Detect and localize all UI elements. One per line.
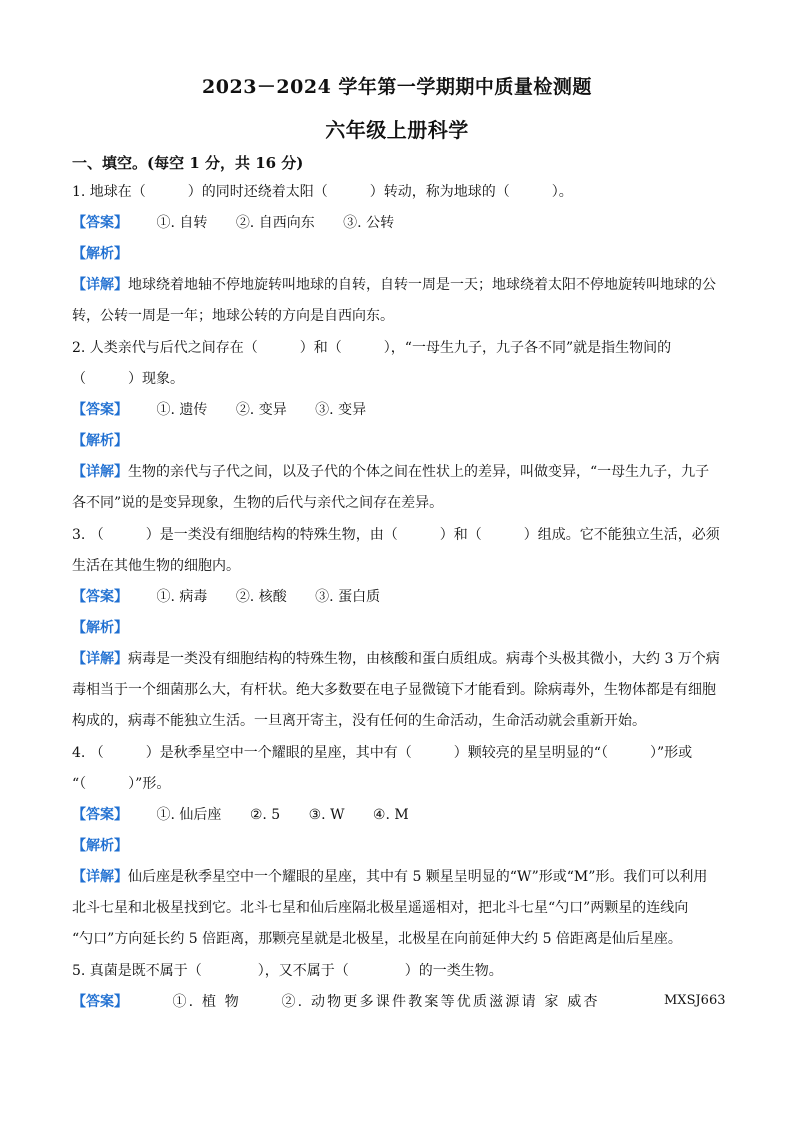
page-title: 2023－2024 学年第一学期期中质量检测题 <box>202 76 592 98</box>
answer-item: ①. 自转 <box>156 215 208 231</box>
answer-item: ①. 遗传 <box>156 402 208 418</box>
answer-item: ②. 自西向东 <box>235 215 315 231</box>
question-4-detail-line: “勺口”方向延长约 5 倍距离，那颗亮星就是北极星，北极星在向前延伸大约 5 倍距离是仙后星座。 <box>72 931 682 947</box>
answer-item: ①. 病毒 <box>156 589 208 605</box>
footer-code: MXSJ663 <box>664 993 726 1008</box>
detail-label: 【详解】 <box>72 464 128 480</box>
question-2-detail-line <box>72 462 709 482</box>
question-1-analysis <box>72 244 128 264</box>
question-3-text: 3. （ ）是一类没有细胞结构的特殊生物，由（ ）和（ ）组成。它不能独立生活，必须 <box>72 527 720 543</box>
question-3-detail-line <box>72 649 720 669</box>
question-1-answer <box>72 213 394 233</box>
question-4-text: 4. （ ）是秋季星空中一个耀眼的星座，其中有（ ）颗较亮的星呈明显的“（ ）”形或 <box>72 745 693 761</box>
detail-text: 地球绕着地轴不停地旋转叫地球的自转，自转一周是一天；地球绕着太阳不停地旋转叫地球的公 <box>128 277 716 293</box>
question-3-answer <box>72 587 380 607</box>
page-subtitle: 六年级上册科学 <box>325 118 469 142</box>
answer-label: 【答案】 <box>72 807 128 823</box>
analysis-label: 【解析】 <box>72 433 128 449</box>
detail-text: 生物的亲代与子代之间，以及子代的个体之间在性状上的差异，叫做变异，“一母生九子，九子 <box>128 464 710 480</box>
answer-item: ②. 5 <box>249 807 281 823</box>
answer-label: 【答案】 <box>72 402 128 418</box>
answer-item: ③. 变异 <box>315 402 367 418</box>
answer-item: ①. 植 物 <box>172 994 242 1010</box>
question-1-detail-line <box>72 275 716 295</box>
answer-label: 【答案】 <box>72 215 128 231</box>
detail-label: 【详解】 <box>72 277 128 293</box>
analysis-label: 【解析】 <box>72 246 128 262</box>
question-5-text: 5. 真菌是既不属于（ ），又不属于（ ）的一类生物。 <box>72 963 503 979</box>
question-2-answer <box>72 400 366 420</box>
question-4-detail-line: 北斗七星和北极星找到它。北斗七星和仙后座隔北极星遥遥相对，把北斗七星“勺口”两颗星的连线向 <box>72 900 689 916</box>
question-4-analysis <box>72 836 128 856</box>
answer-item: ②. 变异 <box>235 402 287 418</box>
answer-item: ④. M <box>372 807 409 823</box>
question-5-answer <box>72 992 600 1012</box>
detail-text: 仙后座是秋季星空中一个耀眼的星座，其中有 5 颗星呈明显的“W”形或“M”形。我们可以利用 <box>128 869 708 885</box>
answer-item: ②. 动物更多课件教案等优质滋源请 家 威杏 <box>281 994 600 1010</box>
analysis-label: 【解析】 <box>72 838 128 854</box>
question-3-detail-line: 毒相当于一个细菌那么大，有杆状。绝大多数要在电子显微镜下才能看到。除病毒外，生物体都是有细胞 <box>72 682 716 698</box>
question-1-text: 1. 地球在（ ）的同时还绕着太阳（ ）转动，称为地球的（ ）。 <box>72 184 573 200</box>
detail-label: 【详解】 <box>72 651 128 667</box>
question-3-analysis <box>72 618 128 638</box>
question-2-analysis <box>72 431 128 451</box>
section-heading: 一、填空。(每空 1 分，共 16 分) <box>72 154 304 172</box>
question-3-detail-line: 构成的，病毒不能独立生活。一旦离开寄主，没有任何的生命活动，生命活动就会重新开始。 <box>72 713 646 729</box>
question-2-text: 2. 人类亲代与后代之间存在（ ）和（ ），“一母生九子，九子各不同”就是指生物间的 <box>72 340 672 356</box>
detail-label: 【详解】 <box>72 869 128 885</box>
answer-item: ②. 核酸 <box>235 589 287 605</box>
question-2-detail-line: 各不同”说的是变异现象，生物的后代与亲代之间存在差异。 <box>72 495 444 511</box>
answer-item: ①. 仙后座 <box>156 807 222 823</box>
answer-label: 【答案】 <box>72 994 128 1010</box>
question-4-answer <box>72 805 409 825</box>
question-4-text: “（ ）”形。 <box>72 776 171 792</box>
analysis-label: 【解析】 <box>72 620 128 636</box>
question-3-text: 生活在其他生物的细胞内。 <box>72 558 240 574</box>
question-4-detail-line <box>72 867 707 887</box>
answer-item: ③. 公转 <box>343 215 395 231</box>
question-1-detail-line: 转，公转一周是一年；地球公转的方向是自西向东。 <box>72 308 394 324</box>
answer-item: ③. W <box>308 807 345 823</box>
question-2-text: （ ）现象。 <box>72 371 184 387</box>
answer-item: ③. 蛋白质 <box>315 589 381 605</box>
detail-text: 病毒是一类没有细胞结构的特殊生物，由核酸和蛋白质组成。病毒个头极其微小，大约 3 万个病 <box>128 651 720 667</box>
answer-label: 【答案】 <box>72 589 128 605</box>
